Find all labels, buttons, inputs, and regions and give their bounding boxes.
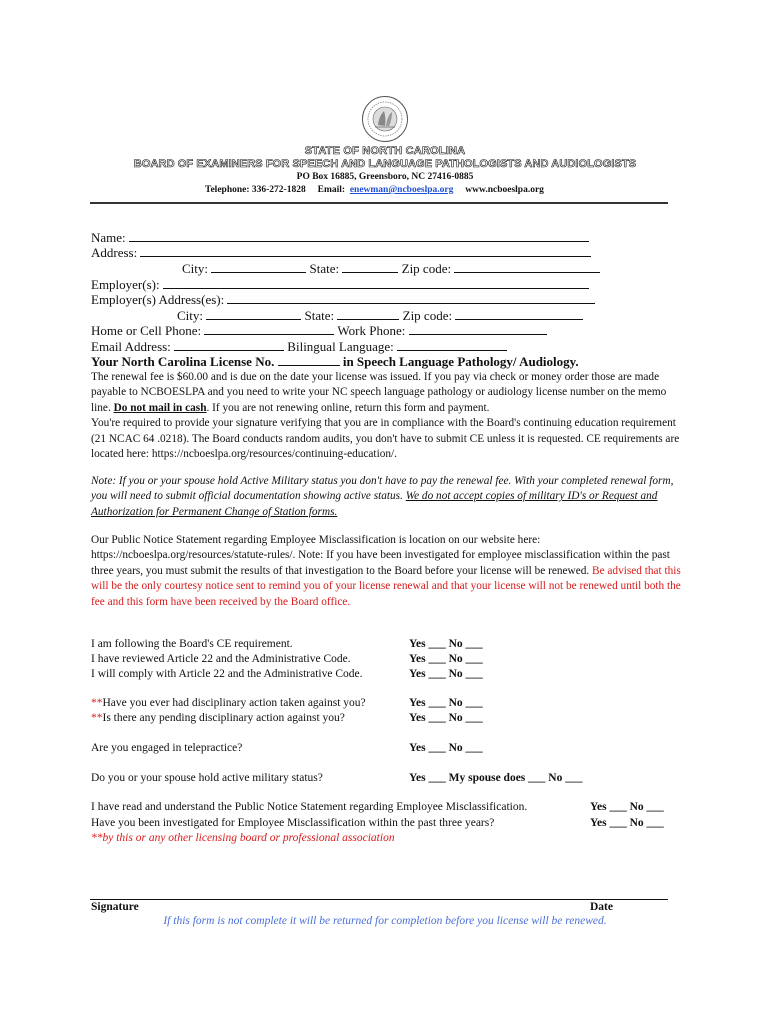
email-row <box>91 339 507 355</box>
question-military: Do you or your spouse hold active military status? <box>91 772 323 784</box>
state-seal-logo <box>361 95 409 143</box>
renewal-text: The renewal fee is $60.00 and is due on the date your license was issued. If you pay via check or money order those are made payable to NCBOESLPA and you need to write your NC speech language pathology or audiology license number on the memo line. <box>91 371 667 414</box>
military-note-text: Note: If you or your spouse hold Active Military status you don't have to pay the renewal fee. With your completed renewal form, you will need to submit official documentation showing active status. <box>91 475 674 503</box>
public-notice <box>91 533 681 610</box>
yes-no-military[interactable]: Yes ___ My spouse does ___ No ___ <box>409 772 583 784</box>
zip-label-2: Zip code: <box>402 308 453 323</box>
city-row-1 <box>182 261 600 277</box>
question-ce: I am following the Board's CE requirement. <box>91 638 293 650</box>
employers-row <box>91 277 589 293</box>
zip-field[interactable] <box>454 261 600 273</box>
renewal-paragraph <box>91 370 681 416</box>
question-comply-article: I will comply with Article 22 and the Administrative Code. <box>91 668 363 680</box>
ce-paragraph: You're required to provide your signature verifying that you are in compliance with the Board's continuing education requirement (21 NCAC 64 .0218). The Board conducts random audits, you don't have to submit CE unless it is requested. CE requirements are located here: https://ncboeslpa.org/resources/continuing-education/. <box>91 417 680 461</box>
city-field[interactable] <box>211 261 306 273</box>
home-phone-label: Home or Cell Phone: <box>91 323 202 338</box>
renewal-text-end: . If you are not renewing online, return this form and payment. <box>206 401 490 414</box>
state-field[interactable] <box>342 261 398 273</box>
bilingual-label: Bilingual Language: <box>287 339 394 354</box>
city-label: City: <box>182 261 209 276</box>
yes-no-disciplinary-past[interactable]: Yes ___ No ___ <box>409 697 483 709</box>
completion-note: If this form is not complete it will be returned for completion before you license will be renewed. <box>163 915 607 927</box>
date-label: Date <box>590 901 613 913</box>
header-divider <box>90 202 668 204</box>
military-note-warning: We do not accept copies of military ID's or Request and Authorization for Permanent Change of Station forms. <box>91 490 658 518</box>
public-notice-warning: Be advised that this will be the only courtesy notice sent to remind you of your license renewal and that your license will not be renewed until both the fee and this form have been received by the Board office. <box>91 564 681 608</box>
city-field-2[interactable] <box>206 308 301 320</box>
employer-addresses-row <box>91 292 595 308</box>
renewal-section <box>91 370 681 462</box>
address-field[interactable] <box>140 245 591 257</box>
state-label-2: State: <box>304 308 335 323</box>
license-suffix: in Speech Language Pathology/ Audiology. <box>342 354 579 369</box>
state-field-2[interactable] <box>337 308 399 320</box>
footnote: **by this or any other licensing board or professional association <box>91 832 395 844</box>
yes-no-disciplinary-pending[interactable]: Yes ___ No ___ <box>409 712 483 724</box>
address-label: Address: <box>91 245 138 260</box>
city-label-2: City: <box>177 308 204 323</box>
license-row <box>91 354 579 370</box>
bilingual-field[interactable] <box>397 339 507 351</box>
question-disciplinary-past-text: Have you ever had disciplinary action taken against you? <box>102 697 366 709</box>
no-cash-warning: Do not mail in cash <box>113 401 207 414</box>
question-disciplinary-pending <box>91 712 345 724</box>
name-field[interactable] <box>129 230 589 242</box>
question-disciplinary-past <box>91 697 366 709</box>
work-phone-label: Work Phone: <box>337 323 406 338</box>
phone-row <box>91 323 547 339</box>
email-address-label: Email Address: <box>91 339 171 354</box>
footnote-marker: ** <box>91 712 103 724</box>
header-address: PO Box 16885, Greensboro, NC 27416-0885 <box>296 172 474 182</box>
name-row <box>91 230 589 246</box>
header-state: STATE OF NORTH CAROLINA <box>304 145 466 157</box>
header-contact <box>205 185 544 195</box>
license-number-field[interactable] <box>278 354 340 366</box>
license-label: Your North Carolina License No. <box>91 354 275 369</box>
yes-no-misclassification[interactable]: Yes ___ No ___ <box>590 817 664 829</box>
question-reviewed-article: I have reviewed Article 22 and the Administrative Code. <box>91 653 351 665</box>
employers-field[interactable] <box>163 277 589 289</box>
city-row-2 <box>177 308 583 324</box>
state-label: State: <box>309 261 340 276</box>
yes-no-comply-article[interactable]: Yes ___ No ___ <box>409 668 483 680</box>
public-notice-text: Our Public Notice Statement regarding Employee Misclassification is location on our website here: https://ncboeslpa.org/resources/statute-rules/. Note: If you have been investigated for employee misclassification within the past three years, you must submit the results of that investigation to the Board before your license will be renewed. <box>91 534 670 577</box>
question-public-notice: I have read and understand the Public Notice Statement regarding Employee Misclassification. <box>91 801 528 813</box>
yes-no-telepractice[interactable]: Yes ___ No ___ <box>409 742 483 754</box>
military-note <box>91 474 681 520</box>
yes-no-ce[interactable]: Yes ___ No ___ <box>409 638 483 650</box>
zip-field-2[interactable] <box>455 308 583 320</box>
work-phone-field[interactable] <box>409 323 547 335</box>
signature-line[interactable] <box>90 899 668 900</box>
footnote-marker: ** <box>91 697 103 709</box>
address-row <box>91 245 591 261</box>
header-email-link[interactable]: enewman@ncboeslpa.org <box>349 185 454 195</box>
yes-no-reviewed-article[interactable]: Yes ___ No ___ <box>409 653 483 665</box>
signature-label: Signature <box>91 901 139 913</box>
question-telepractice: Are you engaged in telepractice? <box>91 742 243 754</box>
question-misclassification: Have you been investigated for Employee Misclassification within the past three years? <box>91 817 495 829</box>
employer-addresses-label: Employer(s) Address(es): <box>91 292 225 307</box>
yes-no-public-notice[interactable]: Yes ___ No ___ <box>590 801 664 813</box>
header-telephone: Telephone: 336-272-1828 <box>205 185 306 195</box>
header-board: BOARD OF EXAMINERS FOR SPEECH AND LANGUAGE PATHOLOGISTS AND AUDIOLOGISTS <box>133 158 637 170</box>
home-phone-field[interactable] <box>204 323 334 335</box>
zip-label: Zip code: <box>401 261 452 276</box>
header-website: www.ncboeslpa.org <box>465 185 544 195</box>
employers-label: Employer(s): <box>91 277 160 292</box>
question-disciplinary-pending-text: Is there any pending disciplinary action against you? <box>102 712 345 724</box>
employer-addresses-field[interactable] <box>227 292 595 304</box>
name-label: Name: <box>91 230 126 245</box>
header-email-label: Email: <box>317 185 346 195</box>
email-address-field[interactable] <box>174 339 284 351</box>
